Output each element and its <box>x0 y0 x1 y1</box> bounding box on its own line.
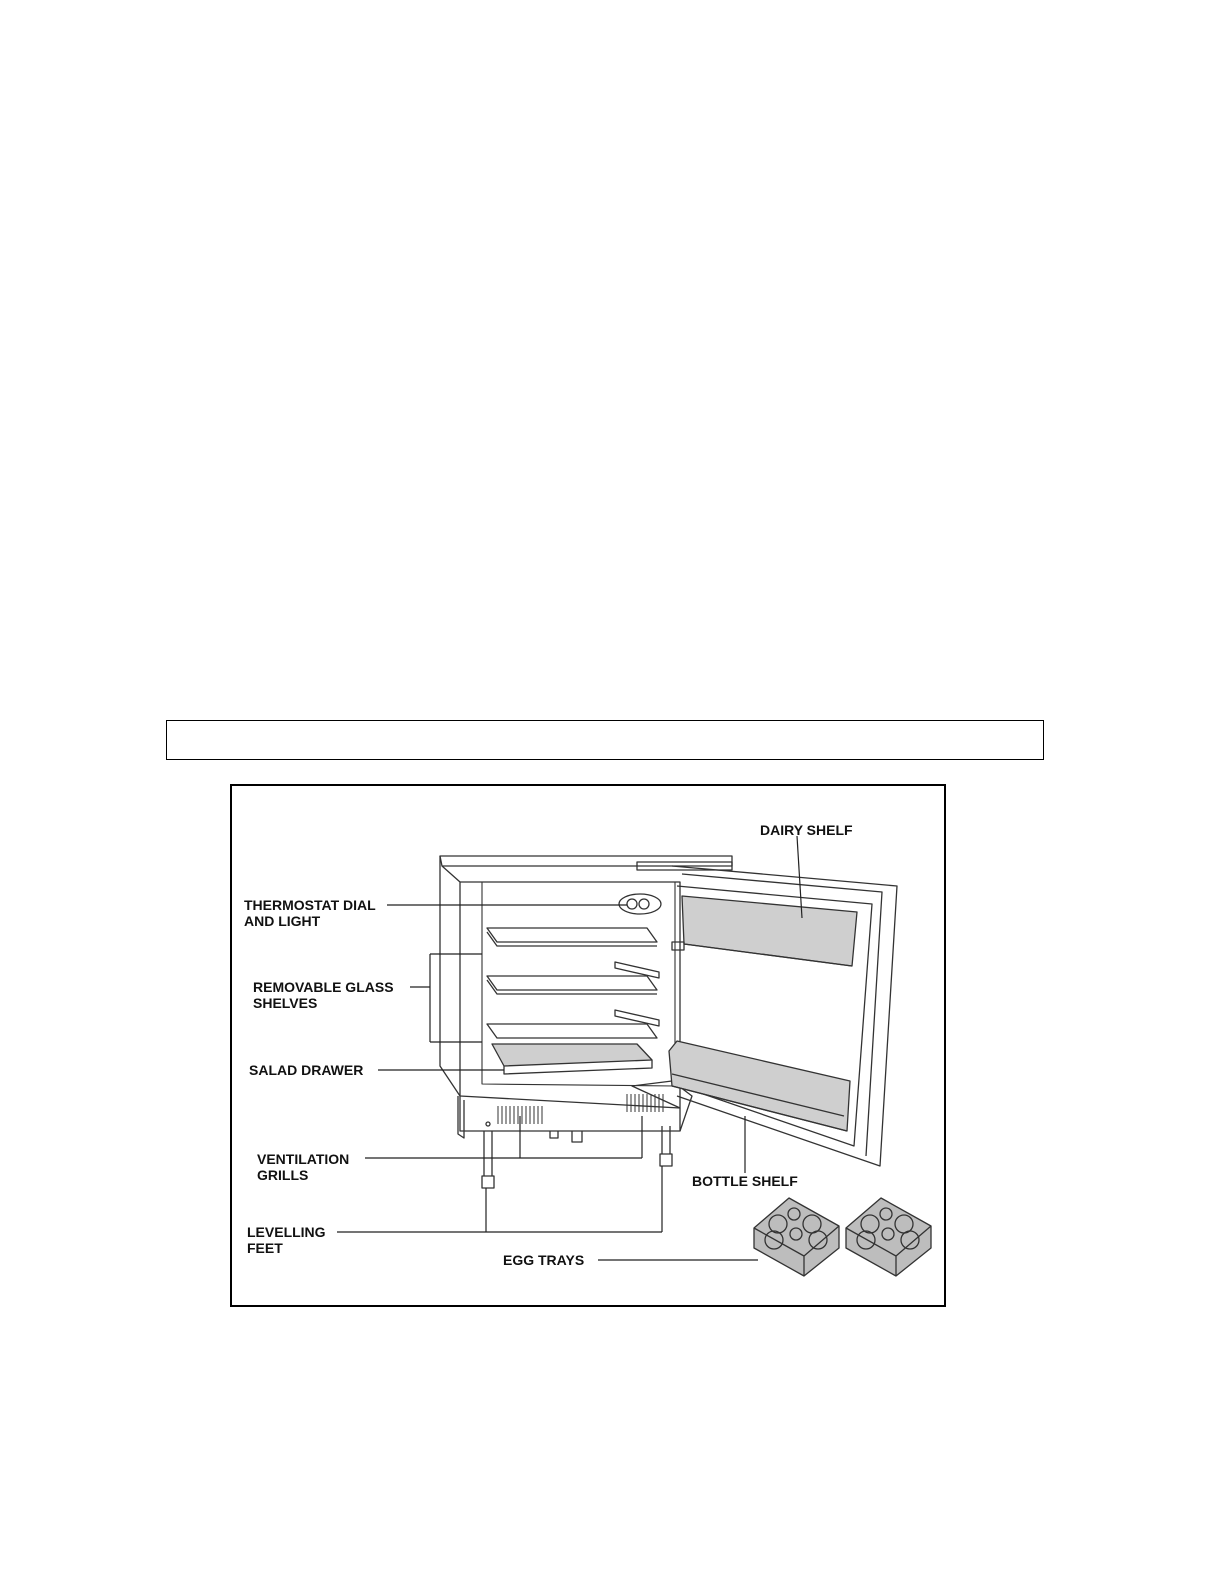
feet-leader <box>337 1166 662 1232</box>
fridge-illustration <box>232 786 944 1305</box>
label-thermostat-line2: AND LIGHT <box>244 913 321 929</box>
label-levelling-feet <box>247 1224 326 1256</box>
label-ventilation <box>257 1151 349 1183</box>
label-ventilation-line1: VENTILATION <box>257 1151 350 1167</box>
label-ventilation-line2: GRILLS <box>257 1167 309 1183</box>
label-glass-shelves <box>253 979 394 1011</box>
label-dairy-shelf: DAIRY SHELF <box>760 822 853 838</box>
fridge-diagram <box>230 784 946 1307</box>
label-glass-shelves-line2: SHELVES <box>253 995 318 1011</box>
shelves-bracket <box>430 954 482 1042</box>
label-levelling-feet-line1: LEVELLING <box>247 1224 326 1240</box>
label-bottle-shelf: BOTTLE SHELF <box>692 1173 798 1189</box>
label-egg-trays: EGG TRAYS <box>503 1252 585 1268</box>
label-thermostat-line1: THERMOSTAT DIAL <box>244 897 376 913</box>
label-glass-shelves-line1: REMOVABLE GLASS <box>253 979 394 995</box>
label-salad-drawer: SALAD DRAWER <box>249 1062 364 1078</box>
label-levelling-feet-line2: FEET <box>247 1240 283 1256</box>
label-thermostat <box>244 897 376 929</box>
ventilation-leader <box>365 1116 642 1158</box>
empty-caption-box <box>166 720 1044 760</box>
